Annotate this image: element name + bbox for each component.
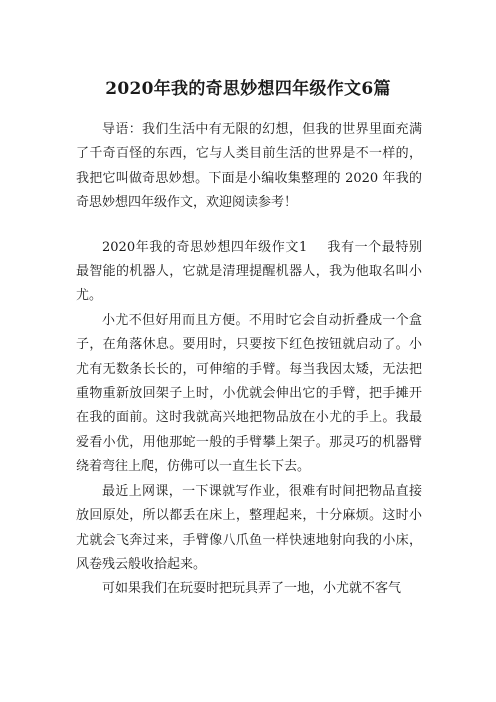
essay-1-paragraph-2: 小尤不但好用而且方便。不用时它会自动折叠成一个盒子，在角落休息。要用时，只要按下红色按钮就启动了。小尤有无数条长长的，可伸缩的手臂。每当我因太矮，无法把重物重新放回架子上时，小优就会伸出它的手臂，把手摊开在我的面前。这时我就高兴地把物品放在小尤的手上。我最爱看小优，用他那蛇一般的手臂攀上架子。那灵巧的机器臂绕着弯往上爬，仿佛可以一直生长下去。 xyxy=(76,312,422,475)
document-body xyxy=(76,118,422,602)
essay-1-paragraph-4: 可如果我们在玩耍时把玩具弄了一地，小尤就不客气 xyxy=(102,581,402,597)
essay-1-first-paragraph xyxy=(76,236,422,309)
intro-paragraph: 导语：我们生活中有无限的幻想，但我的世界里面充满了千奇百怪的东西，它与人类目前生活的世界是不一样的，我把它叫做奇思妙想。下面是小编收集整理的 2020 年我的奇思妙想四年级作文，欢迎阅读参考！ xyxy=(76,122,422,211)
document-title: 2020年我的奇思妙想四年级作文6篇 xyxy=(105,79,391,99)
essay-1-paragraph-3: 最近上网课，一下课就写作业，很难有时间把物品直接放回原处，所以都丢在床上，整理起来，十分麻烦。这时小尤就会飞奔过来，手臂像八爪鱼一样快速地射向我的小床，风卷残云般收拾起来。 xyxy=(76,483,422,572)
essay-1-first-text: 我有一个最特别最智能的机器人，它就是清理提醒机器人，我为他取名叫小尤。 xyxy=(76,239,422,304)
essay-1-heading: 2020年我的奇思妙想四年级作文1 xyxy=(102,239,308,255)
